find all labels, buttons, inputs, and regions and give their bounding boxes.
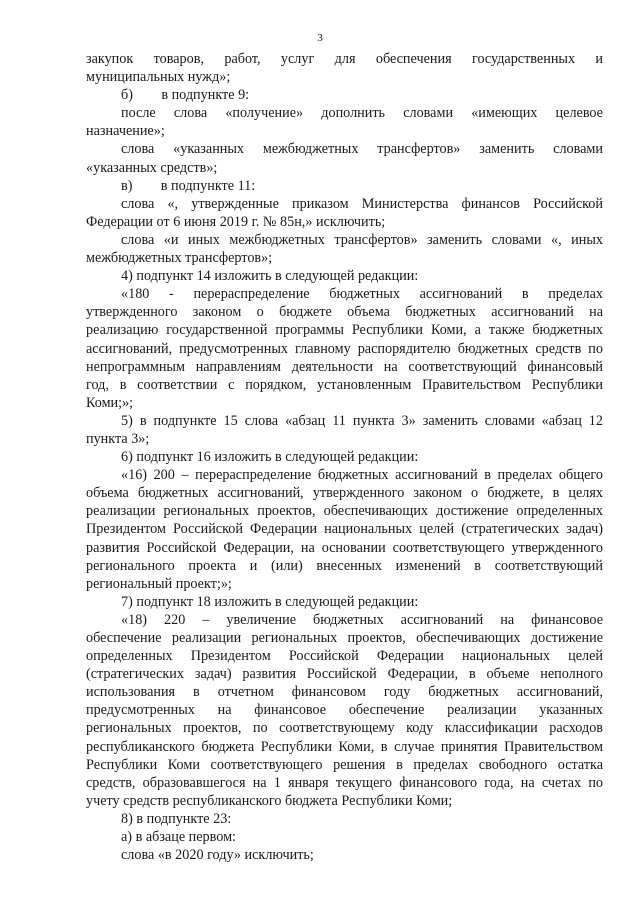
text-line: год, в соответствии с порядком, установленным Правительством Республики	[86, 376, 603, 393]
text-line: слова «указанных межбюджетных трансфертов» заменить словами	[121, 141, 603, 158]
text-line: муниципальных нужд»;	[86, 69, 231, 86]
text-line: а) в абзаце первом:	[121, 829, 236, 846]
text-line: ассигнований, предусмотренных главному распорядителю бюджетных средств по	[86, 340, 603, 357]
text-line: слова «и иных межбюджетных трансфертов» заменить словами «, иных	[121, 231, 603, 248]
text-line: Федерации от 6 июня 2019 г. № 85н,» исключить;	[86, 213, 386, 230]
text-line: 5) в подпункте 15 слова «абзац 11 пункта 3» заменить словами «абзац 12	[121, 412, 603, 429]
text-line: «указанных средств»;	[86, 159, 218, 176]
text-line: определенных Президентом Российской Федерации национальных целей	[86, 648, 603, 665]
text-line: «180 - перераспределение бюджетных ассигнований в пределах	[121, 286, 603, 303]
text-line: слова «в 2020 году» исключить;	[121, 847, 314, 864]
document-body	[86, 50, 603, 864]
text-line: Республики Коми соответствующего решения в пределах свободного остатка	[86, 756, 603, 773]
text-line: «18) 220 – увеличение бюджетных ассигнований на финансовое	[121, 611, 603, 628]
text-line: предусмотренных на финансовое обеспечение реализации указанных	[86, 702, 603, 719]
text-line: после слова «получение» дополнить словами «имеющих целевое	[121, 105, 603, 122]
text-line: реализации региональных проектов, обеспечивающих достижение определенных	[86, 503, 603, 520]
text-line: регионального проекта и (или) внесенных изменений в соответствующий	[86, 557, 603, 574]
text-line: республиканского бюджета Республики Коми, в случае принятия Правительством	[86, 738, 603, 755]
text-line: региональных проектов, по соответствующему коду классификации расходов	[86, 720, 603, 737]
text-line: объема бюджетных ассигнований, утвержденного законом о бюджете, в целях	[86, 485, 603, 502]
text-line: (стратегических задач) развития Российской Федерации, в объеме неполного	[86, 666, 603, 683]
text-line: межбюджетных трансфертов»;	[86, 250, 273, 267]
text-line: непрограммным направлениям деятельности на соответствующий финансовый	[86, 358, 603, 375]
text-line: назначение»;	[86, 123, 165, 140]
text-line: использования в отчетном финансовом году бюджетных ассигнований,	[86, 684, 603, 701]
text-line: б) в подпункте 9:	[121, 87, 250, 104]
text-line: учету средств республиканского бюджета Республики Коми;	[86, 792, 453, 809]
text-line: развития Российской Федерации, на основании соответствующего утвержденного	[86, 539, 603, 556]
text-line: утвержденного законом о бюджете объема бюджетных ассигнований на	[86, 304, 603, 321]
text-line: реализацию государственной программы Республики Коми, а также бюджетных	[86, 322, 603, 339]
text-line: региональный проект;»;	[86, 575, 232, 592]
text-line: 7) подпункт 18 изложить в следующей редакции:	[121, 593, 419, 610]
text-line: обеспечение реализации региональных проектов, обеспечивающих достижение	[86, 630, 603, 646]
text-line: закупок товаров, работ, услуг для обеспечения государственных и	[86, 51, 603, 67]
text-line: 4) подпункт 14 изложить в следующей редакции:	[121, 268, 419, 285]
page-number: 3	[317, 32, 323, 44]
text-line: «16) 200 – перераспределение бюджетных ассигнований в пределах общего	[121, 467, 603, 484]
text-line: слова «, утвержденные приказом Министерства финансов Российской	[121, 195, 603, 212]
text-line: в) в подпункте 11:	[121, 177, 256, 194]
text-line: 8) в подпункте 23:	[121, 810, 232, 827]
text-line: пункта 3»;	[86, 430, 150, 447]
text-line: средств, образовавшегося на 1 января текущего финансового года, на счетах по	[86, 774, 603, 791]
text-line: 6) подпункт 16 изложить в следующей редакции:	[121, 449, 419, 466]
text-line: Президентом Российской Федерации национальных целей (стратегических задач)	[86, 521, 603, 538]
text-line: Коми;»;	[86, 394, 134, 411]
